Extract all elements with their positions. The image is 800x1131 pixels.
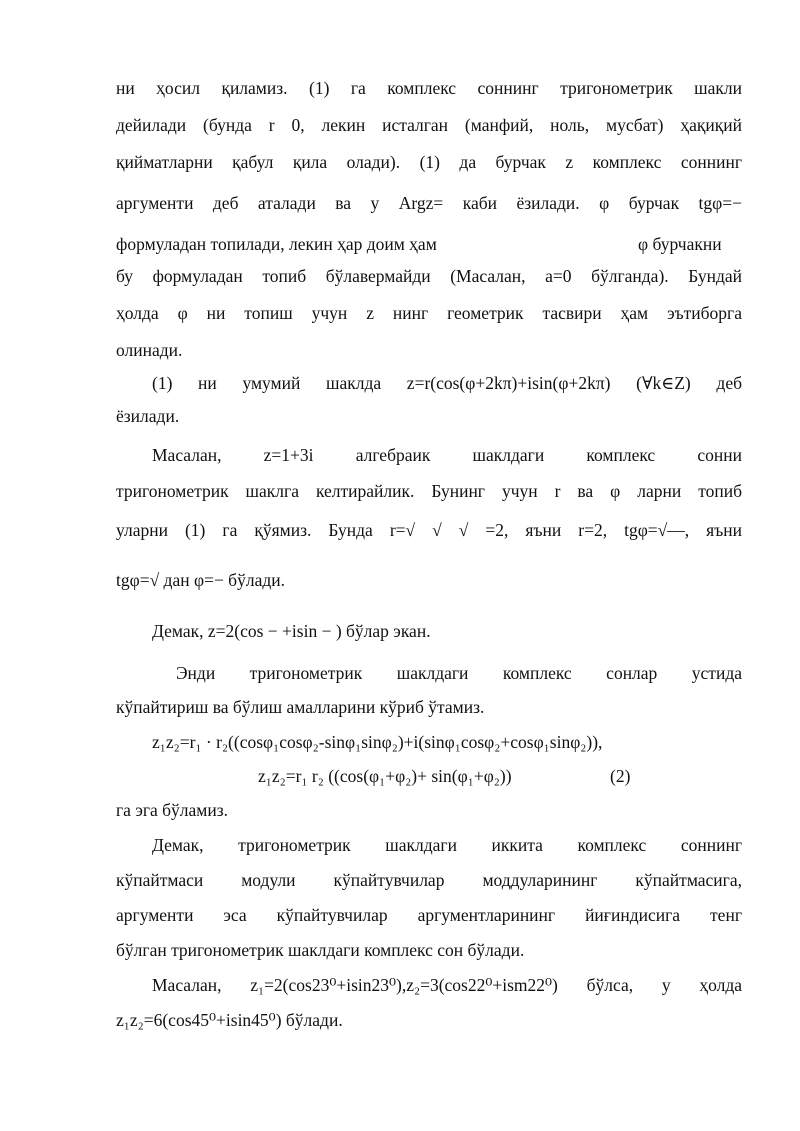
text-line: тригонометрик шаклга келтирайлик. Бунинг учун r ва φ ларни топиб xyxy=(116,481,742,501)
text-line: Демак, z=2(cos − +isin − ) бўлар экан. xyxy=(152,621,431,641)
text-line: ҳолда φ ни топиш учун z нинг геометрик тасвири ҳам эътиборга xyxy=(116,303,742,323)
text-line: z₁z₂=6(cos45⁰+isin45⁰) бўлади. xyxy=(116,1010,343,1030)
text-line: аргументи эса кўпайтувчилар аргументларининг йиғиндисига тенг xyxy=(116,905,742,925)
text-line: формуладан топилади, лекин ҳар доим ҳам xyxy=(116,234,437,254)
text-line: ёзилади. xyxy=(116,406,180,426)
text-line: қийматларни қабул қила олади). (1) да бурчак z комплекс соннинг xyxy=(116,152,742,172)
formula-line: z₁z₂=r₁ · r₂((cosφ₁cosφ₂-sinφ₁sinφ₂)+i(sinφ₁cosφ₂+cosφ₁sinφ₂)), xyxy=(152,732,603,752)
text-line: кўпайтириш ва бўлиш амалларини кўриб ўтамиз. xyxy=(116,697,485,717)
formula-line: z₁z₂=r₁ r₂ ((cos(φ₁+φ₂)+ sin(φ₁+φ₂)) xyxy=(258,766,512,786)
text-line: Масалан, z₁=2(cos23⁰+isin23⁰),z₂=3(cos22⁰+ism22⁰) бўлса, у ҳолда xyxy=(152,975,742,995)
text-line: ни ҳосил қиламиз. (1) га комплекс соннинг тригонометрик шакли xyxy=(116,78,742,98)
text-line: φ бурчакни xyxy=(638,234,722,254)
text-line: бўлган тригонометрик шаклдаги комплекс сон бўлади. xyxy=(116,940,525,960)
text-line: Демак, тригонометрик шаклдаги иккита комплекс соннинг xyxy=(152,835,742,855)
text-line: Энди тригонометрик шаклдаги комплекс сонлар устида xyxy=(176,663,742,683)
text-line: га эга бўламиз. xyxy=(116,800,229,820)
text-line: Масалан, z=1+3i алгебраик шаклдаги комплекс сонни xyxy=(152,445,742,465)
text-line: олинади. xyxy=(116,340,183,360)
text-line: бу формуладан топиб бўлавермайди (Масалан, a=0 бўлганда). Бундай xyxy=(116,266,742,286)
text-line: (1) ни умумий шаклда z=r(cos(φ+2kπ)+isin(φ+2kπ) (∀k∈Z) деб xyxy=(152,373,742,393)
text-line: дейилади (бунда r 0, лекин исталган (манфий, ноль, мусбат) ҳақиқий xyxy=(116,115,742,135)
text-line: кўпайтмаси модули кўпайтувчилар моддуларининг кўпайтмасига, xyxy=(116,870,742,890)
text-line: аргументи деб аталади ва у Argz= каби ёзилади. φ бурчак tgφ=− xyxy=(116,193,742,213)
equation-number: (2) xyxy=(610,766,631,786)
text-line: уларни (1) га қўямиз. Бунда r=√ √ √ =2, яъни r=2, tgφ=√—, яъни xyxy=(116,520,742,540)
text-line: tgφ=√ дан φ=− бўлади. xyxy=(116,570,285,590)
